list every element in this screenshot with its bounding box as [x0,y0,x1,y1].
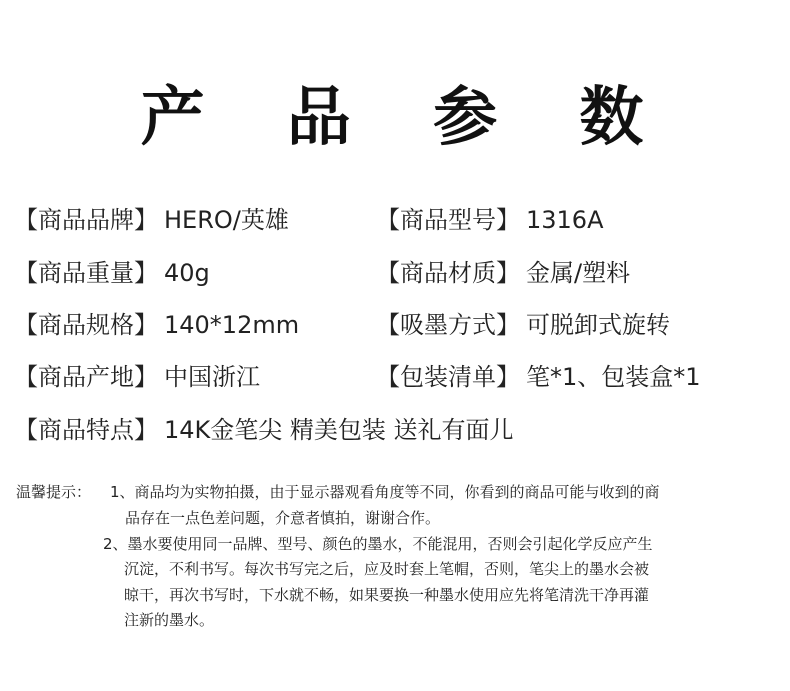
notice-label: 温馨提示： [16,483,92,501]
notice-item-1-line-1: 1、商品均为实物拍摄，由于显示器观看角度等不同，你看到的商品可能与收到的商 [110,483,660,501]
spec-origin [14,360,260,394]
spec-value: 可脱卸式旋转 [526,311,670,339]
spec-label: 【吸墨方式】 [376,311,520,339]
notice-item-2-line-4: 注新的墨水。 [124,611,215,629]
spec-ink-filling [376,308,670,342]
notice-item-2-line-3: 晾干，再次书写时，下水就不畅，如果要换一种墨水使用应先将笔清洗干净再灌 [124,586,650,604]
spec-value: 40g [164,259,210,287]
spec-value: 金属/塑料 [526,259,631,287]
spec-package [376,360,701,394]
spec-value: HERO/英雄 [164,206,289,234]
spec-label: 【商品产地】 [14,363,158,391]
spec-brand [14,203,289,237]
spec-label: 【商品特点】 [14,416,158,444]
spec-value: 1316A [526,206,604,234]
spec-weight [14,256,210,290]
spec-material [376,256,630,290]
notice-item-2-line-1: 2、墨水要使用同一品牌、型号、颜色的墨水，不能混用，否则会引起化学反应产生 [103,535,653,553]
spec-label: 【商品材质】 [376,259,520,287]
spec-value: 140*12mm [164,311,300,339]
spec-label: 【商品规格】 [14,311,158,339]
notice-item-2-line-2: 沉淀，不利书写。每次书写完之后，应及时套上笔帽，否则，笔尖上的墨水会被 [124,560,650,578]
page-title: 产 品 参 数 [140,81,674,155]
spec-label: 【商品型号】 [376,206,520,234]
spec-value: 中国浙江 [164,363,260,391]
spec-model [376,203,604,237]
spec-label: 【商品品牌】 [14,206,158,234]
spec-label: 【包装清单】 [376,363,520,391]
spec-size [14,308,299,342]
spec-features [14,413,514,447]
notice-item-1-line-2: 品存在一点色差问题，介意者慎拍，谢谢合作。 [125,509,441,527]
spec-label: 【商品重量】 [14,259,158,287]
spec-value: 14K金笔尖 精美包装 送礼有面儿 [164,416,514,444]
spec-value: 笔*1、包装盒*1 [526,363,701,391]
